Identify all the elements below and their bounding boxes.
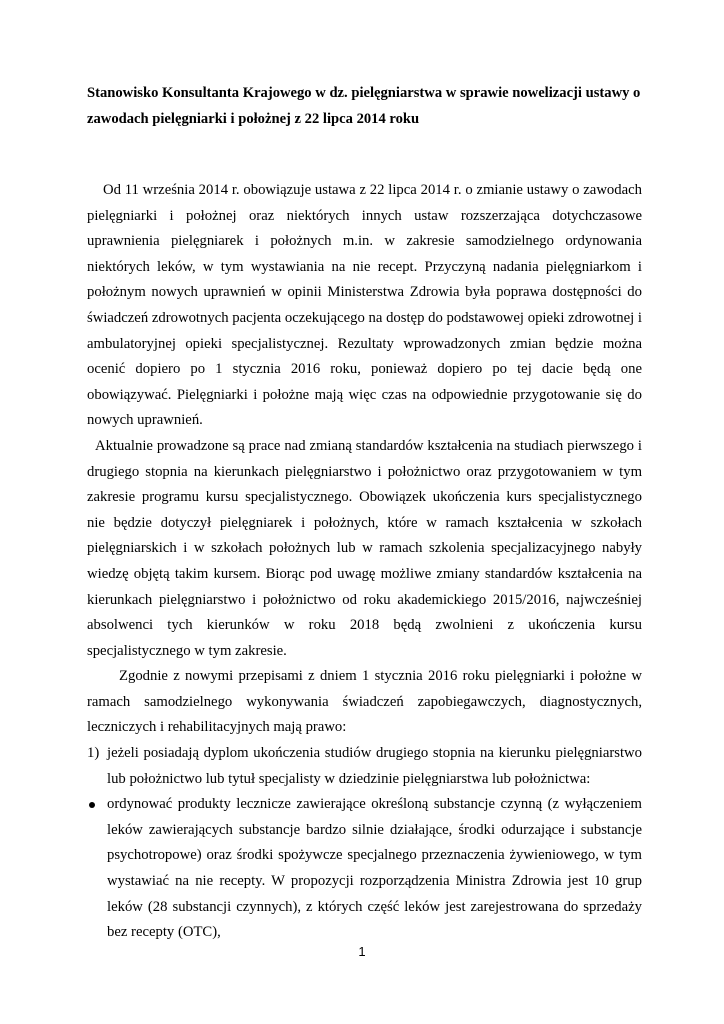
bullet-item-text: ordynować produkty lecznicze zawierające określoną substancje czynną (z wyłączeniem leków zawierających substancje bardzo silnie działające, środki odurzające i substancje psychotropowe) oraz środki spożywcze specjalnego przeznaczenia żywieniowego, w tym wystawiać na nie recepty. W propozycji rozporządzenia Ministra Zdrowia jest 10 grup leków (28 substancji czynnych), z których część leków jest zarejestrowana do sprzedaży bez recepty (OTC), xyxy=(107,796,642,941)
bullet-icon xyxy=(89,802,95,808)
numbered-item-text: jeżeli posiadają dyplom ukończenia studiów drugiego stopnia na kierunku pielęgniarstwo lub położnictwo lub tytuł specjalisty w dziedzinie pielęgniarstwa lub położnictwa: xyxy=(107,745,642,787)
document-title: Stanowisko Konsultanta Krajowego w dz. pielęgniarstwa w sprawie nowelizacji ustawy o zawodach pielęgniarki i położnej z 22 lipca 2014 roku xyxy=(87,85,641,127)
list-number: 1) xyxy=(87,745,100,762)
paragraph-education-standards: Aktualnie prowadzone są prace nad zmianą standardów kształcenia na studiach pierwszego i drugiego stopnia na kierunkach pielęgniarstwo i położnictwo oraz przygotowaniem w tym zakresie programu kursu specjalistycznego. Obowiązek ukończenia kurs specjalistycznego nie będzie dotyczył pielęgniarek i położnych, które w ramach kształcenia w szkołach pielęgniarskich i w szkołach położnych lub w ramach szkolenia specjalizacyjnego nabyły wiedzę objętą takim kursem. Biorąc pod uwagę możliwe zmiany standardów kształcenia na kierunkach pielęgniarstwo i położnictwo od roku akademickiego 2015/2016, najwcześniej absolwenci tych kierunków w roku 2018 będą zwolnieni z ukończenia kursu specjalistycznego w tym zakresie. xyxy=(87,437,642,659)
paragraph-intro: Od 11 września 2014 r. obowiązuje ustawa z 22 lipca 2014 r. o zmianie ustawy o zawodach pielęgniarki i położnej oraz niektórych innych ustaw rozszerzająca dotychczasowe uprawnienia pielęgniarek i położnych m.in. w zakresie samodzielnego ordynowania niektórych leków, w tym wystawiania na nie recept. Przyczyną nadania pielęgniarkom i położnym nowych uprawnień w opinii Ministerstwa Zdrowia była poprawa dostępności do świadczeń zdrowotnych pacjenta oczekującego na dostęp do podstawowej opieki zdrowotnej i ambulatoryjnej opieki specjalistycznej. Rezultaty wprowadzonych zmian będzie można ocenić dopiero po 1 stycznia 2016 roku, ponieważ dopiero po tej dacie będą one obowiązywać. Pielęgniarki i położne mają więc czas na odpowiednie przygotowanie się do nowych uprawnień. xyxy=(87,182,642,429)
bullet-list-item xyxy=(87,792,642,946)
numbered-list-item xyxy=(87,741,642,792)
paragraph-new-rights: Zgodnie z nowymi przepisami z dniem 1 stycznia 2016 roku pielęgniarki i położne w ramach samodzielnego wykonywania świadczeń zapobiegawczych, diagnostycznych, leczniczych i rehabilitacyjnych mają prawo: xyxy=(87,668,642,736)
page-number: 1 xyxy=(358,944,366,959)
document-body xyxy=(87,178,642,946)
